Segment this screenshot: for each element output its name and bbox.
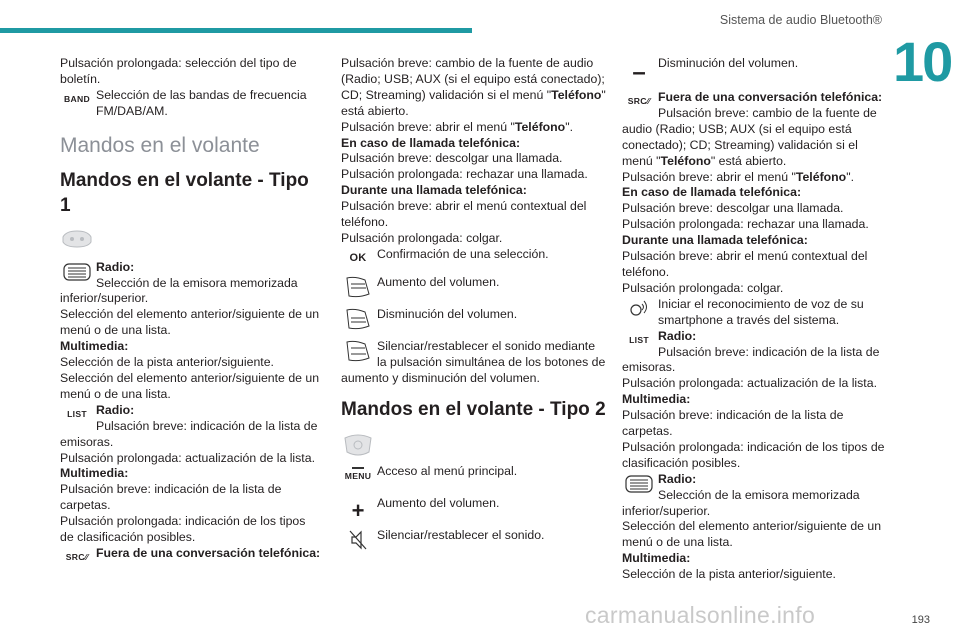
call-line: Pulsación prolongada: rechazar una llamada. [622,217,869,232]
minus-entry [622,56,887,87]
volume-down-entry [341,307,606,331]
ok-text: Confirmación de una selección. [377,246,549,261]
multimedia-line: Pulsación breve: indicación de la lista de carpetas. [60,482,282,513]
voice-text: Iniciar el reconocimiento de voz de su smartphone a través del sistema. [658,296,864,327]
src-text-end: " está abierto. [341,87,606,118]
src-line [622,106,887,170]
src-text-a: Pulsación breve: cambio de la fuente de audio (Radio; USB; AUX (si el equipo está conectado); CD; Streaming) validación si el menú " [341,56,605,102]
header-bar [0,28,472,33]
src-button-icon: SRC ⁄⁄ [60,549,94,567]
src-heading: Fuera de una conversación telefónica: [658,90,883,104]
thumbwheel-icon [622,475,656,493]
src-heading: Fuera de una conversación telefónica: [96,545,321,560]
plus-entry [341,495,606,523]
src-line-end: " está abierto. [710,153,787,168]
radio-heading: Radio: [96,402,135,417]
minus-text: Disminución del volumen. [658,56,799,70]
phone-menu-bold: Teléfono [514,119,566,134]
src-entry-type2 [622,90,887,297]
multimedia-heading: Multimedia: [60,466,129,481]
multimedia-line: Selección del elemento anterior/siguiente de un menú o de una lista. [60,370,320,401]
subsection-title-type1: Mandos en el volante - Tipo 1 [60,169,309,216]
multimedia-line: Selección de la pista anterior/siguiente. [60,355,274,370]
column-2 [341,56,606,552]
mute-speaker-icon [341,531,375,549]
plus-text: Aumento del volumen. [377,495,500,510]
during-call-heading: Durante una llamada telefónica: [622,233,808,248]
phone-menu-a: Pulsación breve: abrir el menú " [622,169,796,184]
volume-up-entry [341,275,606,299]
mute-text: Silenciar/restablecer el sonido mediante la pulsación simultánea de los botones de aumento y disminución del volumen. [341,338,606,385]
radio-heading: Radio: [658,471,697,486]
phone-menu-a: Pulsación breve: abrir el menú " [341,119,515,134]
call-line: Pulsación breve: descolgar una llamada. [341,151,563,166]
minus-icon: – [632,59,646,87]
during-call-line: Pulsación breve: abrir el menú contextual del teléfono. [622,249,868,279]
intro-text: Pulsación prolongada: selección del tipo de boletín. [60,56,297,86]
thumbwheel-icon [60,263,94,281]
src-entry [60,546,322,570]
multimedia-heading: Multimedia: [622,392,691,407]
phone-menu-text [341,120,606,136]
src-label: SRC [627,96,647,107]
volume-down-lever-icon [341,310,375,328]
section-header-title: Sistema de audio Bluetooth® [719,13,882,27]
mute-entry [341,339,606,387]
ok-entry [341,247,606,271]
radio-line: Pulsación breve: indicación de la lista de emisoras. [60,418,318,449]
src-button-icon: SRC ⁄⁄ [622,93,656,111]
menu-text: Acceso al menú principal. [377,463,518,478]
thumbwheel-entry [60,260,322,403]
during-call-line: Pulsación prolongada: colgar. [341,230,503,245]
page-number: 193 [911,614,930,626]
multimedia-line: Pulsación prolongada: indicación de los tipos de clasificación posibles. [60,514,306,545]
src-label: SRC [65,551,85,562]
section-title: Mandos en el volante [60,133,260,157]
voice-entry [622,297,887,329]
radio-line: Pulsación prolongada: actualización de la lista. [622,376,877,391]
radio-line: Selección de la emisora memorizada inferior/superior. [622,487,860,518]
column-1 [60,56,322,570]
band-text: Selección de las bandas de frecuencia FM/DAB/AM. [96,87,307,118]
plus-icon: + [351,497,365,523]
mute2-text: Silenciar/restablecer el sonido. [377,527,545,542]
radio-line: Selección de la emisora memorizada inferior/superior. [60,275,298,306]
steering-control-type2-icon [341,432,606,456]
phone-menu-line [622,170,887,186]
call-heading: En caso de llamada telefónica: [341,135,521,150]
multimedia-line: Pulsación breve: indicación de la lista de carpetas. [622,408,844,439]
src-line-bold: Teléfono [660,153,711,168]
call-line: Pulsación prolongada: rechazar una llamada. [341,167,588,182]
during-call-line: Pulsación breve: abrir el menú contextual del teléfono. [341,199,587,230]
src-text-bold: Teléfono [551,87,602,102]
list-entry-type2 [622,329,887,472]
subsection-title-type2: Mandos en el volante - Tipo 2 [341,398,606,420]
phone-menu-end: ". [565,119,573,134]
volume-down-text: Disminución del volumen. [377,306,518,321]
phone-menu-end: ". [846,169,854,184]
phone-menu-bold: Teléfono [795,169,847,184]
radio-line: Pulsación prolongada: actualización de la lista. [60,450,315,465]
steering-control-type1-icon [60,228,322,252]
menu-entry [341,464,606,488]
column-3 [622,56,887,583]
watermark: carmanualsonline.info [585,602,816,628]
radio-line: Selección del elemento anterior/siguiente de un menú o de una lista. [622,519,882,550]
radio-line: Pulsación breve: indicación de la lista de emisoras. [622,344,880,375]
ok-button-icon: OK [349,251,367,264]
radio-line: Selección del elemento anterior/siguiente de un menú o de una lista. [60,307,320,338]
call-line: Pulsación breve: descolgar una llamada. [622,201,844,216]
during-call-heading: Durante una llamada telefónica: [341,183,527,198]
band-entry [60,88,322,120]
volume-up-text: Aumento del volumen. [377,274,500,289]
multimedia-heading: Multimedia: [622,551,691,566]
menu-label: MENU [344,470,372,481]
chapter-number: 10 [893,30,952,93]
multimedia-line: Selección de la pista anterior/siguiente. [622,567,836,582]
menu-button-icon [341,467,375,485]
voice-recognition-icon [622,300,656,318]
radio-heading: Radio: [658,328,697,343]
band-button-icon: BAND [63,93,91,104]
mute-lever-icon [341,342,375,360]
multimedia-line: Pulsación prolongada: indicación de los tipos de clasificación posibles. [622,439,885,470]
radio-heading: Radio: [96,259,135,274]
multimedia-heading: Multimedia: [60,339,129,354]
src-text [341,56,606,120]
src-line-a: Pulsación breve: cambio de la fuente de audio (Radio; USB; AUX (si el equipo está conectado); CD; Streaming) validación si el menú " [622,105,877,168]
mute2-entry [341,528,606,552]
thumbwheel-entry-type2 [622,472,887,583]
volume-up-lever-icon [341,278,375,296]
list-button-icon: LIST [629,334,649,345]
call-heading: En caso de llamada telefónica: [622,185,802,200]
during-call-line: Pulsación prolongada: colgar. [622,280,784,295]
list-button-icon: LIST [67,408,87,419]
list-entry [60,403,322,546]
